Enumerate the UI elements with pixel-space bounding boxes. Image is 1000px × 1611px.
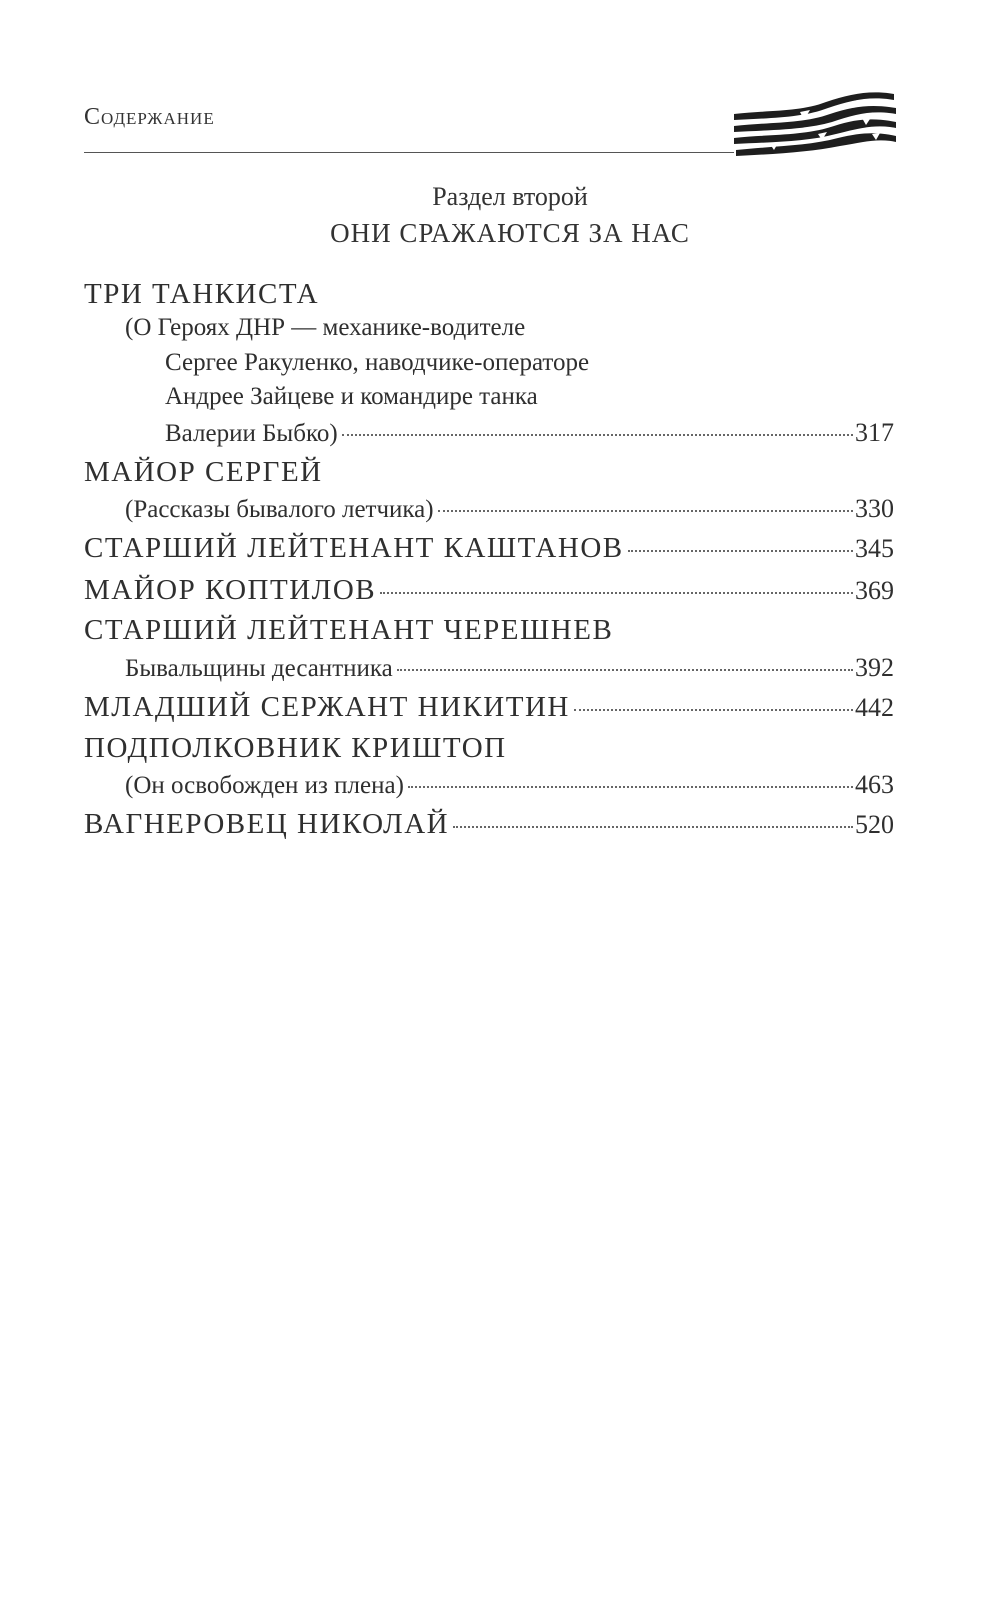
toc-entry-title-with-page[interactable] bbox=[84, 691, 894, 724]
toc-entry-subtitle-with-page[interactable] bbox=[125, 770, 894, 800]
dot-leader bbox=[453, 826, 853, 828]
toc-entry-subtitle-text: (О Героях ДНР — механике-водителе bbox=[125, 314, 526, 341]
st-george-ribbon-icon bbox=[730, 88, 898, 168]
toc-entry-subtitle bbox=[165, 349, 894, 377]
dot-leader bbox=[628, 550, 853, 552]
toc-entry-subtitle-with-page[interactable] bbox=[125, 653, 894, 683]
page-number: 330 bbox=[855, 494, 894, 523]
toc-entry-title-text: МАЙОР КОПТИЛОВ bbox=[84, 574, 377, 606]
running-header-title: Содержание bbox=[84, 104, 215, 130]
section-title: ОНИ СРАЖАЮТСЯ ЗА НАС bbox=[330, 218, 690, 248]
toc-entry-title-text: ТРИ ТАНКИСТА bbox=[84, 278, 320, 310]
toc-entry-subtitle bbox=[125, 314, 894, 342]
toc-entry-title[interactable] bbox=[84, 456, 894, 489]
toc-entry-title[interactable] bbox=[84, 278, 894, 311]
dot-leader bbox=[438, 510, 853, 512]
toc-entry-title-with-page[interactable] bbox=[84, 574, 894, 607]
toc-entry-subtitle-text: Валерии Быбко) bbox=[165, 420, 338, 447]
toc-entry-title[interactable] bbox=[84, 614, 894, 647]
toc-entry-subtitle bbox=[165, 383, 894, 411]
toc-entry-subtitle-with-page[interactable] bbox=[125, 494, 894, 524]
toc-entry-subtitle-text: (Он освобожден из плена) bbox=[125, 772, 404, 799]
dot-leader bbox=[408, 786, 853, 788]
toc-entry-title-with-page[interactable] bbox=[84, 808, 894, 841]
toc-entry-title-text: МАЙОР СЕРГЕЙ bbox=[84, 456, 323, 488]
toc-entry-title-with-page[interactable] bbox=[84, 532, 894, 565]
toc-entry-subtitle-text: Андрее Зайцеве и командире танка bbox=[165, 383, 538, 410]
dot-leader bbox=[342, 434, 853, 436]
toc-entry-title-text: МЛАДШИЙ СЕРЖАНТ НИКИТИН bbox=[84, 691, 570, 723]
page-number: 392 bbox=[855, 653, 894, 682]
page-number: 317 bbox=[855, 418, 894, 447]
dot-leader bbox=[574, 709, 853, 711]
toc-entry-subtitle-text: (Рассказы бывалого летчика) bbox=[125, 496, 434, 523]
section-label: Раздел второй bbox=[432, 182, 588, 211]
toc-entry-subtitle-text: Сергее Ракуленко, наводчике-операторе bbox=[165, 349, 590, 376]
page-number: 369 bbox=[855, 576, 894, 605]
toc-entry-title-text: ПОДПОЛКОВНИК КРИШТОП bbox=[84, 732, 507, 764]
dot-leader bbox=[380, 592, 853, 594]
toc-entry-title-text: СТАРШИЙ ЛЕЙТЕНАНТ ЧЕРЕШНЕВ bbox=[84, 614, 614, 646]
toc-entry-title[interactable] bbox=[84, 732, 894, 765]
toc-entry-subtitle-with-page[interactable] bbox=[165, 418, 894, 448]
page-number: 520 bbox=[855, 810, 894, 839]
toc-entry-subtitle-text: Бывальщины десантника bbox=[125, 655, 393, 682]
page-number: 463 bbox=[855, 770, 894, 799]
toc-entry-title-text: ВАГНЕРОВЕЦ НИКОЛАЙ bbox=[84, 808, 450, 840]
page-number: 442 bbox=[855, 693, 894, 722]
header-rule bbox=[84, 152, 734, 153]
page-number: 345 bbox=[855, 534, 894, 563]
toc-entry-title-text: СТАРШИЙ ЛЕЙТЕНАНТ КАШТАНОВ bbox=[84, 532, 624, 564]
dot-leader bbox=[397, 669, 853, 671]
